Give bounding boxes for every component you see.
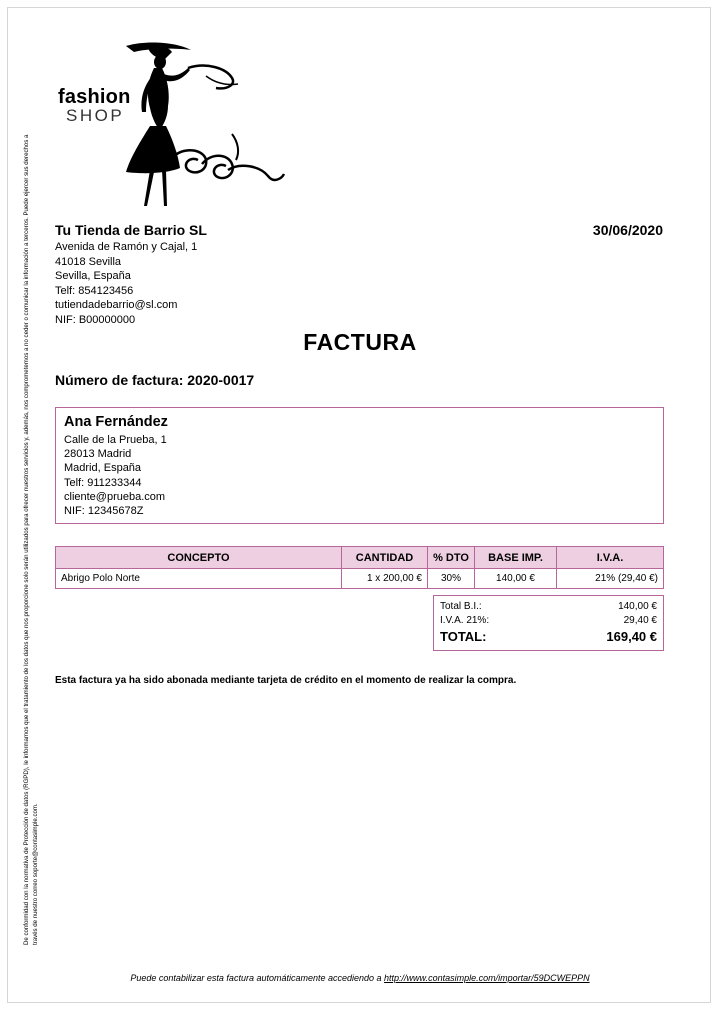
grand-total-row	[440, 628, 657, 646]
footer-text: Puede contabilizar esta factura automáticamente accediendo a	[130, 973, 385, 983]
client-email: cliente@prueba.com	[64, 490, 166, 503]
client-box	[55, 407, 664, 524]
totals-box	[433, 595, 664, 651]
legal-notice-line-2: través de nuestro correo soporte@contasimple.com.	[32, 803, 39, 945]
total-bi-row	[440, 600, 657, 614]
header-cantidad: CANTIDAD	[342, 547, 428, 569]
company-email: tutiendadebarrio@sl.com	[55, 299, 178, 311]
table-row	[56, 569, 664, 589]
grand-total-value: 169,40 €	[606, 629, 657, 644]
client-city: Madrid, España	[64, 462, 142, 475]
client-phone: Telf: 911233344	[64, 476, 142, 489]
company-name: Tu Tienda de Barrio SL	[55, 222, 207, 238]
cell-qty: 1 x 200,00 €	[342, 569, 428, 589]
header-base-imp: BASE IMP.	[475, 547, 557, 569]
client-name: Ana Fernández	[64, 414, 168, 430]
company-city: Sevilla, España	[55, 270, 131, 282]
client-nif: NIF: 12345678Z	[64, 505, 144, 518]
total-bi-label: Total B.I.:	[440, 601, 482, 612]
company-address: Avenida de Ramón y Cajal, 1	[55, 241, 198, 253]
footer-note	[0, 973, 720, 983]
header-concepto: CONCEPTO	[56, 547, 342, 569]
invoice-date: 30/06/2020	[592, 222, 663, 238]
fashion-shop-logo	[56, 38, 288, 210]
document-title: FACTURA	[303, 329, 417, 355]
brand-word-shop: SHOP	[66, 106, 125, 125]
header-dto: % DTO	[428, 547, 475, 569]
company-phone: Telf: 854123456	[55, 284, 134, 297]
client-address: Calle de la Prueba, 1	[64, 434, 167, 446]
import-link[interactable]: http://www.contasimple.com/importar/59DCWEPPN	[384, 973, 590, 983]
total-iva-row	[440, 614, 657, 628]
total-bi-value: 140,00 €	[618, 601, 657, 612]
cell-iva: 21% (29,40 €)	[557, 569, 664, 589]
items-table	[55, 546, 664, 589]
cell-base: 140,00 €	[475, 569, 557, 589]
client-postcode: 28013 Madrid	[64, 448, 132, 461]
invoice-number: Número de factura: 2020-0017	[55, 372, 255, 388]
company-nif: NIF: B00000000	[55, 313, 136, 326]
company-postcode: 41018 Sevilla	[55, 255, 122, 268]
brand-word-fashion: fashion	[58, 86, 131, 108]
table-header-row	[56, 547, 664, 569]
header-iva: I.V.A.	[557, 547, 664, 569]
cell-concept: Abrigo Polo Norte	[56, 569, 342, 589]
legal-notice	[22, 40, 40, 945]
legal-notice-line-1: De conformidad con la normativa de Protección de datos (RGPD), le informamos que el tratamiento de los datos que nos proporcione solo serán utilizados para ofrecer nuestros servicios y, además, nos comprometemos a no ceder o comunicar la información a terceros. Puede ejercer sus derechos a	[23, 134, 30, 945]
grand-total-label: TOTAL:	[440, 629, 487, 644]
total-iva-value: 29,40 €	[623, 615, 657, 626]
total-iva-label: I.V.A. 21%:	[440, 615, 490, 626]
company-info	[55, 222, 207, 327]
payment-note: Esta factura ya ha sido abonada mediante tarjeta de crédito en el momento de realizar la compra.	[55, 675, 517, 686]
cell-dto: 30%	[428, 569, 475, 589]
